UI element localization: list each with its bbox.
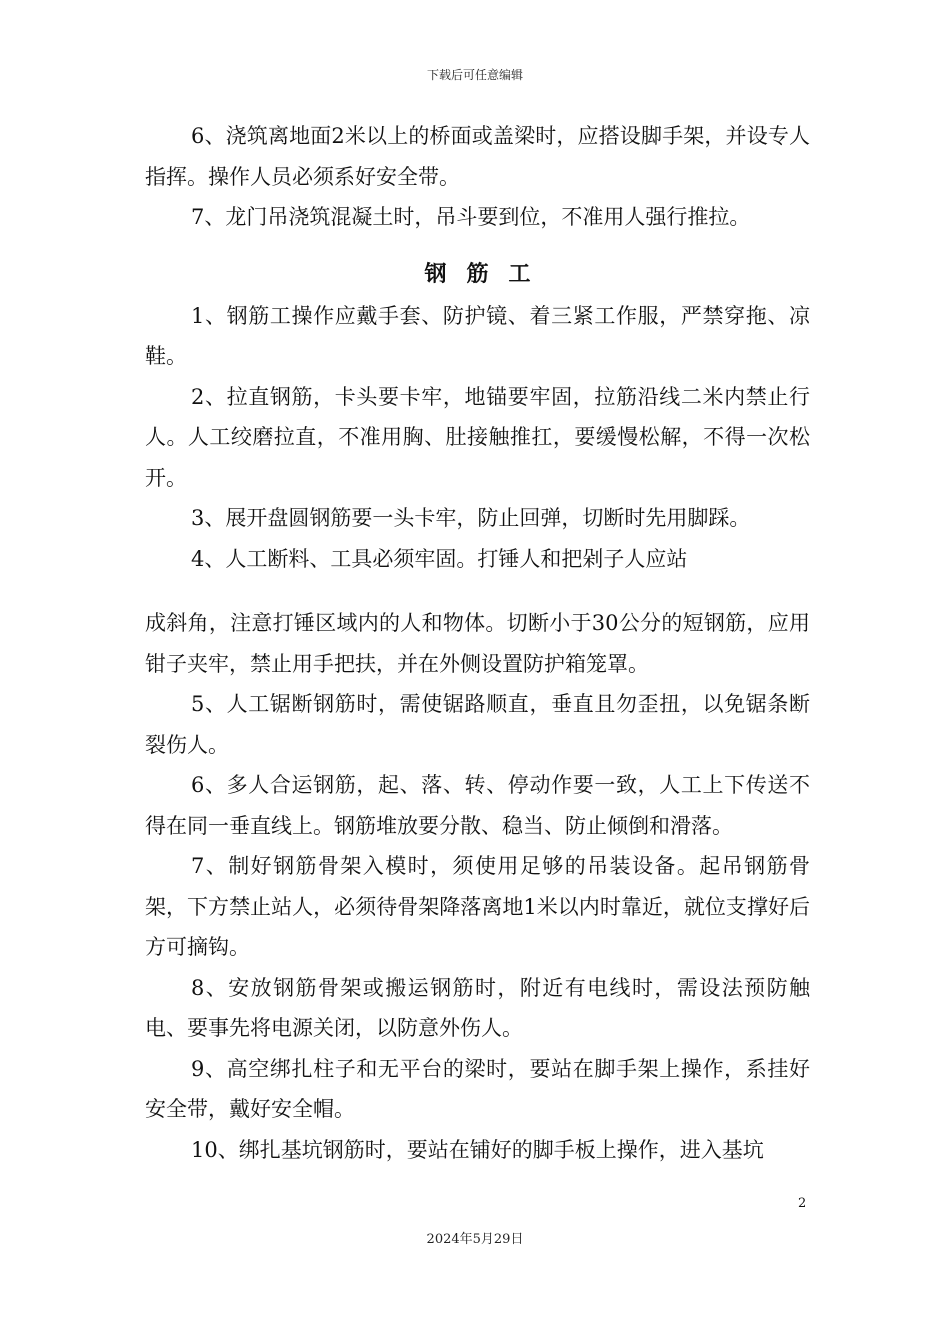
list-item: 6、多人合运钢筋，起、落、转、停动作要一致，人工上下传送不得在同一垂直线上。钢筋堆放要分散、稳当、防止倾倒和滑落。	[145, 773, 810, 838]
list-item: 5、人工锯断钢筋时，需使锯路顺直，垂直且勿歪扭，以免锯条断裂伤人。	[145, 692, 810, 757]
list-item: 2、拉直钢筋，卡头要卡牢，地锚要牢固，拉筋沿线二米内禁止行人。人工绞磨拉直，不准用胸、肚接触推扛，要缓慢松解，不得一次松开。	[145, 384, 810, 490]
paragraph: 7、龙门吊浇筑混凝土时，吊斗要到位，不准用人强行推拉。	[191, 205, 751, 229]
page-number: 2	[798, 1196, 807, 1211]
list-item: 1、钢筋工操作应戴手套、防护镜、着三紧工作服，严禁穿拖、凉鞋。	[145, 303, 810, 368]
list-item: 10、绑扎基坑钢筋时，要站在铺好的脚手板上操作，进入基坑	[191, 1137, 764, 1162]
list-item: 8、安放钢筋骨架或搬运钢筋时，附近有电线时，需设法预防触电、要事先将电源关闭，以防意外伤人。	[145, 975, 810, 1040]
paragraph-continuation: 成斜角，注意打锤区域内的人和物体。切断小于30公分的短钢筋，应用钳子夹牢，禁止用手把扶，并在外侧设置防护箱笼罩。	[145, 611, 810, 676]
list-item: 3、展开盘圆钢筋要一头卡牢，防止回弹，切断时先用脚踩。	[191, 506, 751, 530]
paragraph: 6、浇筑离地面2米以上的桥面或盖梁时，应搭设脚手架，并设专人指挥。操作人员必须系好安全带。	[145, 124, 810, 189]
page-break-gap	[145, 579, 810, 603]
list-item: 4、人工断料、工具必须牢固。打锤人和把剁子人应站	[191, 546, 688, 571]
page-footer: 2024年5月29日	[426, 1232, 524, 1247]
document-body	[145, 116, 810, 1170]
page-header: 下载后可任意编辑	[426, 68, 523, 82]
list-item: 7、制好钢筋骨架入模时，须使用足够的吊装设备。起吊钢筋骨架，下方禁止站人，必须待骨架降落离地1米以内时靠近，就位支撑好后方可摘钩。	[145, 854, 810, 959]
list-item: 9、高空绑扎柱子和无平台的梁时，要站在脚手架上操作，系挂好安全带，戴好安全帽。	[145, 1056, 810, 1121]
section-title: 钢筋工	[424, 260, 551, 287]
